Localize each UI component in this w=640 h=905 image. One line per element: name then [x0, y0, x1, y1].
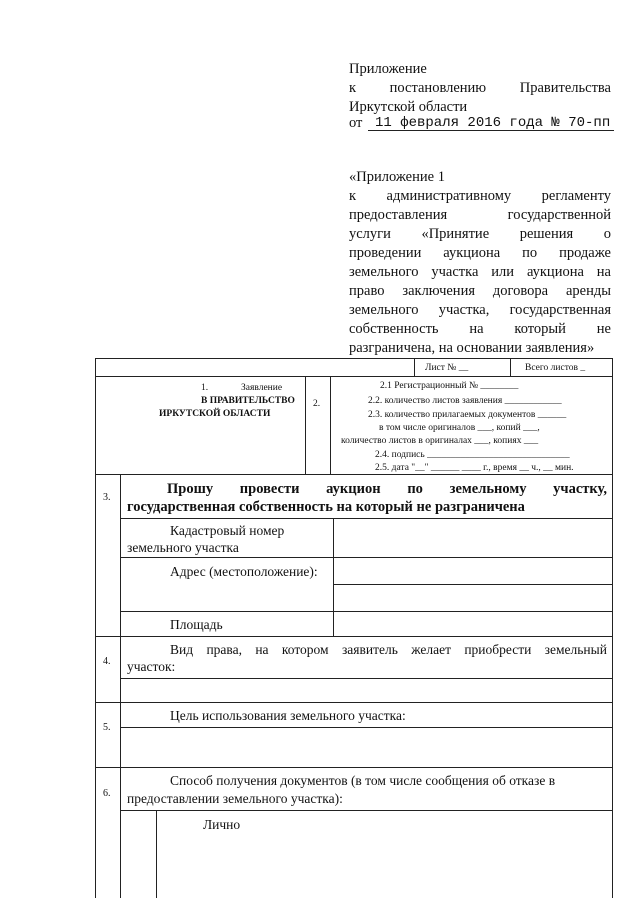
total-sheets: Всего листов _	[525, 363, 586, 373]
word: решения	[519, 226, 574, 242]
appendix-line-2	[349, 79, 611, 98]
divider	[95, 376, 613, 377]
area-label: Площадь	[170, 617, 223, 632]
section-3-number: 3.	[103, 492, 111, 503]
word: или	[491, 264, 515, 280]
right-type-field[interactable]	[122, 680, 611, 701]
word: услуги	[349, 226, 391, 242]
word: аукциона	[526, 264, 584, 280]
word: желает	[411, 642, 451, 657]
cadastral-number-field[interactable]	[335, 520, 611, 555]
registration-line: 2.1 Регистрационный № ________	[380, 381, 519, 391]
divider	[333, 584, 613, 585]
word: земельный	[544, 642, 607, 657]
word: права,	[206, 642, 242, 657]
word: Прошу	[167, 481, 214, 497]
word: земельного	[349, 302, 419, 318]
word: собственность	[349, 321, 439, 337]
divider	[414, 358, 415, 376]
sheets-originals-line: количество листов в оригиналах ___, копиях ___	[341, 436, 539, 446]
attached-docs-line: 2.3. количество прилагаемых документов ______	[368, 410, 567, 420]
word: регламенту	[541, 188, 611, 204]
word: право	[349, 283, 385, 299]
section-5-number: 5.	[103, 722, 111, 733]
word: государственной	[507, 207, 611, 223]
divider	[120, 557, 613, 558]
word: заключения	[402, 283, 476, 299]
addressee-line-1: В ПРАВИТЕЛЬСТВО	[201, 396, 295, 406]
word: по	[522, 245, 538, 261]
divider	[95, 702, 613, 703]
section-4-number: 4.	[103, 656, 111, 667]
divider	[120, 727, 613, 728]
in-person-checkbox[interactable]	[122, 812, 155, 836]
word: на	[469, 321, 484, 337]
word: к	[349, 80, 357, 96]
addressee-line-2: ИРКУТСКОЙ ОБЛАСТИ	[159, 409, 271, 419]
form-border-top	[95, 358, 613, 359]
address-label: Адрес (местоположение):	[170, 564, 318, 579]
divider	[330, 376, 331, 474]
word: административному	[386, 188, 512, 204]
annex-line	[349, 263, 611, 282]
divider	[510, 358, 511, 376]
divider	[305, 376, 306, 474]
word: Правительства	[519, 80, 611, 96]
word: предоставления	[349, 207, 448, 223]
word: аукциона	[443, 245, 501, 261]
word: на	[255, 642, 269, 657]
annex-last-line: разграничена, на основании заявления»	[349, 340, 595, 356]
divider	[120, 678, 613, 679]
word: о	[603, 226, 611, 242]
word: земельного	[349, 264, 419, 280]
word: «Принятие	[421, 226, 490, 242]
date-time-line: 2.5. дата "__" ______ ____ г., время __ ч., __ мин.	[375, 463, 574, 473]
appendix-title: Приложение	[349, 61, 427, 77]
word: проведении	[349, 245, 422, 261]
word: договора	[492, 283, 549, 299]
word: не	[596, 321, 611, 337]
signature-line: 2.4. подпись ______________________________	[375, 450, 570, 460]
date-underline	[368, 130, 614, 131]
word: Вид	[170, 642, 194, 657]
appendix-line-3: Иркутской области	[349, 99, 468, 115]
divider	[95, 636, 613, 637]
divider	[120, 518, 613, 519]
section-4-line-1	[170, 641, 607, 659]
date-prefix: от	[349, 115, 363, 131]
word: участку,	[553, 481, 607, 497]
land-use-purpose-field[interactable]	[122, 729, 611, 766]
annex-line	[349, 225, 611, 244]
word: на	[596, 264, 611, 280]
annex-line	[349, 320, 611, 339]
word: к	[349, 188, 357, 204]
address-field[interactable]	[335, 559, 611, 611]
date-number: 11 февраля 2016 года № 70-пп	[375, 115, 611, 131]
word: приобрести	[464, 642, 532, 657]
annex-line	[349, 206, 611, 225]
word: участка	[431, 264, 479, 280]
word: аренды	[565, 283, 611, 299]
in-person-option: Лично	[203, 817, 241, 832]
word: провести	[239, 481, 300, 497]
section-6-line-1: Способ получения документов (в том числе сообщения об отказе в	[170, 773, 556, 788]
sheet-number: Лист № __	[425, 363, 469, 373]
section-2-number: 2.	[313, 399, 321, 409]
annex-title: «Приложение 1	[349, 169, 445, 185]
section-6-line-2: предоставлении земельного участка):	[127, 791, 343, 806]
word: продаже	[559, 245, 611, 261]
word: по	[407, 481, 423, 497]
section-1-label: Заявление	[241, 383, 283, 393]
annex-line	[349, 187, 611, 206]
originals-copies-line: в том числе оригиналов ___, копий ___,	[379, 423, 540, 433]
word: постановлению	[389, 80, 487, 96]
annex-line	[349, 282, 611, 301]
number-column-divider	[120, 474, 121, 898]
divider	[95, 767, 613, 768]
word: заявитель	[341, 642, 398, 657]
word: котором	[281, 642, 329, 657]
section-1-number: 1.	[201, 383, 209, 393]
form-border-right	[612, 358, 613, 898]
divider	[156, 810, 157, 898]
word: земельному	[449, 481, 527, 497]
label-column-divider	[333, 518, 334, 636]
word: участка,	[438, 302, 490, 318]
section-6-number: 6.	[103, 788, 111, 799]
annex-line	[349, 244, 611, 263]
annex-line	[349, 301, 611, 320]
sheets-count-line: 2.2. количество листов заявления ____________	[368, 396, 562, 406]
divider	[95, 474, 613, 475]
section-5-label: Цель использования земельного участка:	[170, 708, 406, 723]
word: аукцион	[326, 481, 381, 497]
divider	[120, 611, 613, 612]
form-border-left	[95, 358, 96, 898]
word: который	[514, 321, 566, 337]
application-form	[95, 358, 613, 898]
word: государственная	[509, 302, 611, 318]
area-field[interactable]	[335, 613, 611, 635]
cadastral-label-2: земельного участка	[127, 540, 239, 555]
section-4-line-2: участок:	[127, 659, 176, 674]
divider	[120, 810, 613, 811]
section-3-title-line-2: государственная собственность на который не разграничена	[127, 499, 525, 515]
section-3-title-line-1	[167, 480, 607, 498]
cadastral-label-1: Кадастровый номер	[170, 523, 285, 538]
